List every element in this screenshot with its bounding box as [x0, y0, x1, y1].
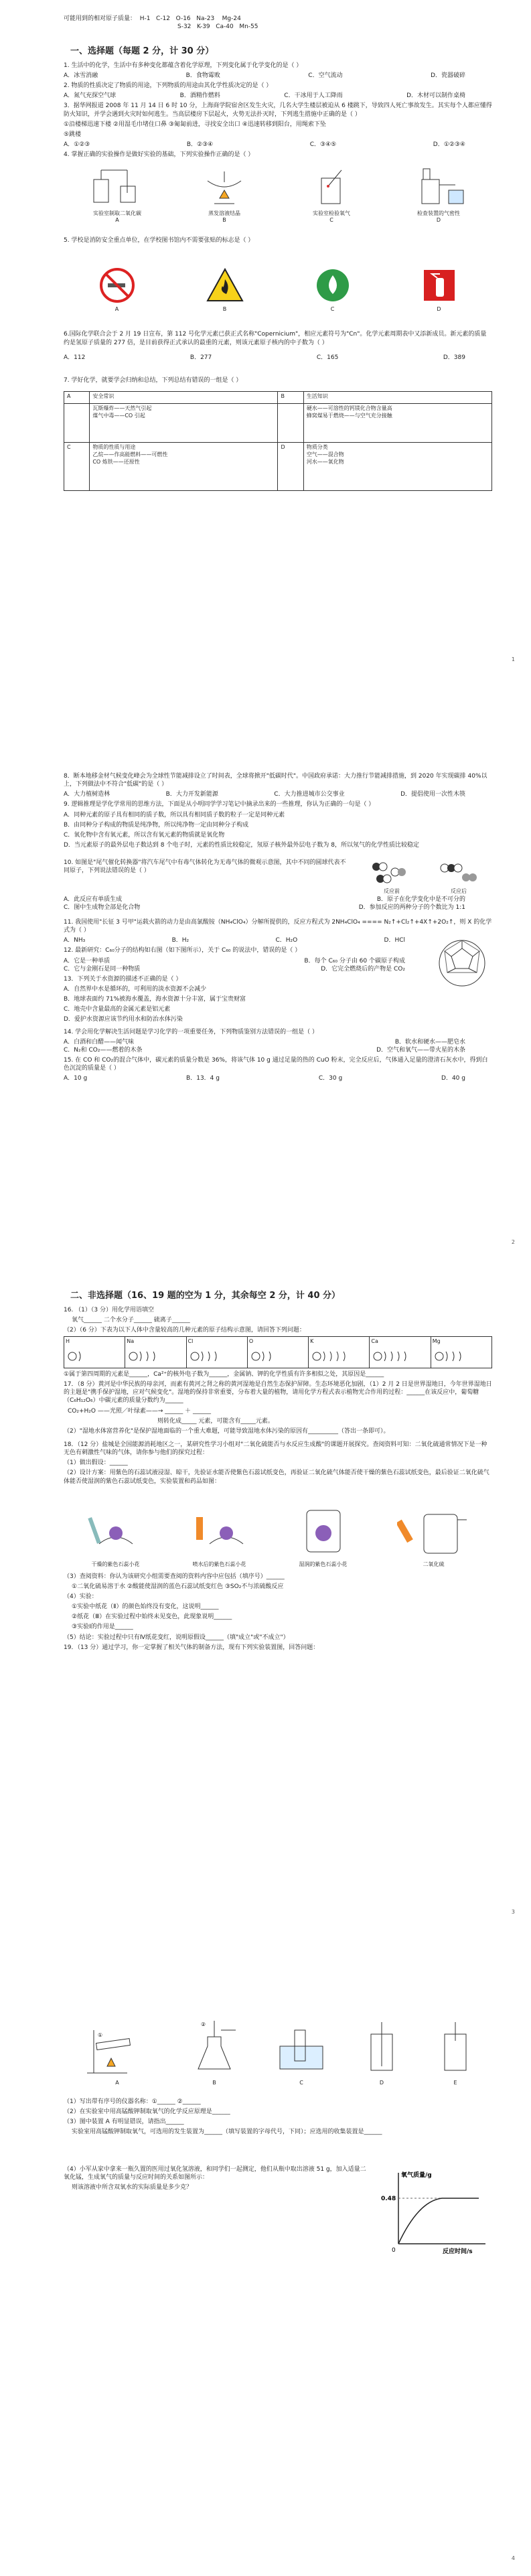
- water-trough-icon: [275, 2017, 328, 2077]
- figure-label: D: [436, 217, 441, 224]
- figure-label: B: [222, 305, 227, 312]
- figure-label: A: [115, 217, 119, 224]
- before-reaction: [368, 859, 415, 896]
- section2-title: 二、非选择题（16、19 题的空为 1 分，其余每空 2 分，计 40 分）: [70, 1291, 341, 1301]
- figure-label: D: [437, 305, 441, 312]
- question-7: 7. 学好化学，就要学会归纳和总结，下列总结有错误的一组是（ ）: [64, 376, 242, 384]
- figure-label: C: [329, 217, 333, 224]
- option: B．H₂: [171, 937, 189, 944]
- table-cell: [278, 403, 303, 442]
- page-number: 3: [511, 1909, 515, 1915]
- question-1: 1. 生活中的化学，生活中有多种变化都蕴含着化学原理，下列变化属于化学变化的是（ ）: [64, 62, 303, 69]
- oxygen-mass-curve: [378, 2163, 492, 2257]
- option: B．每个 C₆₀ 分子由 60 个碳原子构成: [304, 957, 405, 964]
- question-14-options-2: [64, 1046, 492, 1054]
- page-number: 4: [511, 2555, 515, 2561]
- question-17-part3: （2）"湿地水体富营养化"是保护湿地面临的一个重大难题，可能导致湿地水体污染的原因有__________（答出一条即可）。: [64, 1427, 390, 1435]
- question-4: 4. 掌握正确的实验操作是做好实验的基础，下列实验操作正确的是（ ）: [64, 151, 254, 159]
- question-19-part3b: 实验室用高锰酸钾制取氧气，可选用的发生装置为______（填写装置的字母代号，下同）；应选用的收集装置是______: [72, 2129, 382, 2136]
- option: A．①②③: [64, 141, 90, 148]
- figure-caption: 检查装置的气密性: [417, 210, 460, 216]
- gas-jar-icon: [301, 166, 362, 206]
- label-2-icon: ②: [201, 2021, 206, 2028]
- option: D．爱护水资源应该节约用水和防治水体污染: [64, 1016, 183, 1023]
- question-18-part2: （2）设计方案：用紫色的石蕊试液浸湿、晾干，先验证水能否使紫色石蕊试纸变色，再验证二氧化硫气体能否使干燥的紫色石蕊试纸变色，最后验证二氧化硫气体能否使湿润的紫色石蕊试纸变色，实验装置和药品如图：: [64, 1470, 489, 1485]
- origin-label: 0: [392, 2246, 396, 2254]
- table-cell: B: [278, 391, 303, 403]
- figure-caption: 实验室制取二氧化碳: [93, 210, 141, 216]
- flammable-sign: [206, 267, 244, 313]
- question-19-part4: （4）小军从家中拿来一瓶久置的医用过氧化氢溶液，和同学们一起测定，他们从瓶中取出溶液 51 g，加入适量二氧化锰，生成氧气的质量与反应时间的关系如图所示：: [64, 2165, 366, 2181]
- question-12-options-1: [64, 957, 432, 965]
- figure-caption: 二氧化硫: [423, 1561, 445, 1567]
- x-axis-label: 反应时间/s: [443, 2248, 473, 2255]
- figure-label: C: [299, 2080, 303, 2086]
- element-cell: [64, 1336, 125, 1368]
- table-cell: 安全常识: [90, 391, 278, 403]
- spray-flower-icon: [189, 1504, 250, 1557]
- question-17-part2: 则转化成_____ 元素，可能含有_____元素。: [157, 1417, 274, 1425]
- question-18-part4c: ③实验Ⅰ的作用是______: [72, 1624, 133, 1631]
- question-18-part3a: ①二氧化硫易溶于水 ②酸能使湿润的蓝色石蕊试纸变红色 ③SO₂不与浓硫酸反应: [72, 1583, 284, 1590]
- table-cell: D: [278, 442, 303, 490]
- apparatus-icon: [87, 166, 147, 206]
- apparatus-b: [187, 2017, 241, 2087]
- table-cell: 瓦斯爆炸——天然气引起 煤气中毒——CO 引起: [90, 403, 278, 442]
- element-symbol: Ca: [371, 1338, 378, 1344]
- option: C．氧化物中含有氧元素，所以含有氧元素的物质就是氧化物: [64, 831, 225, 839]
- question-5: 5. 学校是消防安全重点单位，在学校图书馆内不需要张贴的标志是（ ）: [64, 237, 254, 244]
- option: C．③④⑤: [309, 141, 337, 148]
- option: C．地壳中含量最高的金属元素是铝元素: [64, 1006, 171, 1013]
- option: C．H₂O: [275, 937, 298, 944]
- option: A．大力植树造林: [64, 791, 110, 798]
- question-4-figures: [64, 163, 492, 224]
- question-18-part3: （3）查阅资料：你认为该研究小组需要查阅的资料内容中应包括（填序号）______: [64, 1573, 285, 1580]
- table-cell: 硬水——可溶性的钙镁化合物含量高 蜂窝煤易于燃烧——与空气充分接触: [303, 403, 491, 442]
- question-19: 19．（13 分）通过学习，你一定掌握了相关气体的制备方法，现有下列实验装置图，回答问题：: [64, 1644, 319, 1651]
- apparatus-c: [275, 2017, 328, 2087]
- question-19-apparatus: [64, 2007, 492, 2087]
- element-cell: [186, 1336, 247, 1368]
- option: B．由同种分子构成的物质是纯净物，所以纯净物一定由同种分子构成: [64, 821, 249, 829]
- atomic-masses-line2: S-32 K-39 Ca-40 Mn-55: [177, 23, 258, 31]
- question-3-sub1: ①沿楼梯迅速下楼 ②用湿毛巾堵住口鼻 ③匍匐前进，寻找安全出口 ④迅速转移到阳台，用绳索下坠: [64, 121, 326, 128]
- option: C．它与金刚石是同一种物质: [64, 965, 141, 973]
- atom-structure-icon: [249, 1350, 283, 1363]
- question-12: 12. 最新研究：C₆₀分子的结构如右图（如下图所示），关于 C₆₀ 的说法中，错误的是（ ）: [64, 947, 301, 954]
- experiment-1: [86, 1504, 146, 1569]
- fire-extinguisher-icon: [421, 267, 457, 303]
- atom-structure-icon: [66, 1350, 92, 1363]
- question-15: 15. 在 CO 和 CO₂的混合气体中，碳元素的质量分数是 36%，将该气体 10 g 通过足量的热的 CuO 粉末，完全反应后，气体通入足量的澄清石灰水中，得到白色沉淀的质量是（ ）: [64, 1056, 488, 1072]
- question-5-signs: [64, 248, 492, 313]
- option: B．大力开发新能源: [165, 791, 218, 798]
- y-tick-label: 0.48: [381, 2195, 396, 2202]
- figure-caption: 蒸发溶液结晶: [208, 210, 240, 216]
- question-10-options-2: [64, 904, 492, 912]
- lab-figure-d: [408, 166, 469, 224]
- option: D．389: [443, 354, 465, 361]
- water-saving-icon: [315, 267, 351, 303]
- fire-extinguisher-sign: [421, 267, 457, 313]
- evaporating-dish-icon: [194, 166, 254, 206]
- question-6: 6.国际化学联合会于 2 月 19 日宣布，第 112 号化学元素已获正式名称"Copernicium"，相应元素符号为"Cn"。化学元素周期表中又添新成员。新元素的质量约是氢原子质量的 277 倍，是目前获得正式承认的最重的元素，则该元素原子核内的中子数为（ ）: [64, 331, 487, 346]
- page-4: [64, 2003, 492, 2260]
- lab-figure-c: [301, 166, 362, 224]
- option: B．277: [189, 354, 212, 361]
- option: B．酒精作燃料: [179, 92, 220, 100]
- experiment-3: [293, 1504, 354, 1569]
- element-symbol: Na: [127, 1338, 135, 1344]
- question-10: 10. 如图是"尾气催化转换器"将汽车尾气中有毒气体转化为无毒气体的微观示意图，其中不同的圆球代表不同原子，下列说法错误的是（ ）: [64, 859, 346, 875]
- option: A．自然界中水是循环的，可利用的淡水资源不会减少: [64, 985, 207, 993]
- option: A．10 g: [64, 1075, 88, 1082]
- heating-apparatus-icon: [80, 2017, 154, 2077]
- question-17: 17．（8 分）黄河是中华民族的母亲河，而素有黄河之肾之称的黄河湿地是自然生态保护屏障。生态环境恶化加剧，（1）2 月 2 日是世界湿地日，今年世界湿地日的主题是"携手保护湿地，应对气候变化"。湿地的保持非常重要，分布着大量的植物，请用化学方程式表示植物光合作用的过程：______在该反应中，葡萄糖（C₆H₁₂O₆）中碳元素的质量分数约为______: [64, 1381, 492, 1405]
- question-16-part3: ①属于第四周期的元素是______，Ca²⁺的核外电子数为______，金属钠、钾的化学性质有许多相似之处，其原因是______: [64, 1370, 384, 1378]
- question-1-options: [64, 72, 492, 80]
- figure-label: A: [115, 2080, 119, 2086]
- option: D．参加反应的两种分子的个数比为 1:1: [358, 904, 465, 911]
- table-cell: [64, 403, 90, 442]
- figure-caption: 干燥的紫色石蕊小花: [91, 1561, 140, 1567]
- element-cell: [309, 1336, 370, 1368]
- option: B．原子在化学变化中是不可分的: [376, 896, 465, 903]
- option: C．图中生成物全部是化合物: [64, 904, 141, 911]
- question-16-line: 氧气______ 二个水分子______ 硫离子______: [72, 1316, 190, 1323]
- molecule-diagram: [358, 859, 492, 896]
- molecules-icon: [435, 859, 482, 885]
- gas-bottle-icon: [293, 1504, 354, 1557]
- question-19-part4b: 则该溶液中所含双氧水的实际质量是多少克？: [72, 2184, 193, 2191]
- element-symbol: Cl: [187, 1338, 194, 1344]
- table-cell: 物质分类 空气——混合物 河水——氧化物: [303, 442, 491, 490]
- figure-caption: 反应前: [384, 887, 400, 894]
- option: D．木材可以制作桌椅: [406, 92, 465, 100]
- molecules-icon: [368, 859, 415, 885]
- page-number: 2: [511, 1239, 515, 1245]
- apparatus-a: [80, 2017, 154, 2087]
- option: D．HCl: [384, 937, 405, 944]
- option: A．同种元素的原子具有相同的质子数，所以具有相同质子数的粒子一定是同种元素: [64, 811, 285, 818]
- question-11: 11. 我国使用"长征 3 号甲"运载火箭的动力是由高氯酸铵（NH₄ClO₄）分解所提供的，反应方程式为 2NH₄ClO₄ ==== N₂↑+Cl₂↑+4X↑+2O₂↑，则 X 的化学式为（ ）: [64, 919, 492, 934]
- question-18-part4: （4）实验：: [64, 1593, 98, 1600]
- question-8: 8．断本地移金材气候变化峰会为全球性节能减排设立了时间表，全球将掀开"低碳时代"。中国政府承诺：大力推行节能减排措施，到 2020 年实现碳排 40%以上，下列做法中不符合"低碳"的是（ ）: [64, 773, 487, 788]
- question-19-part4-block: [64, 2163, 492, 2260]
- atom-structure-icon: [371, 1350, 418, 1363]
- oxygen-mass-graph: [378, 2163, 492, 2260]
- question-16: 16. （1）（3 分）用化学用语填空: [64, 1306, 154, 1313]
- option: C．N₂和 CO₂——燃着的木条: [64, 1046, 143, 1054]
- lab-figure-b: [194, 166, 254, 224]
- option: B．②③④: [186, 141, 214, 148]
- question-14-options-1: [64, 1038, 492, 1046]
- option: C．空气流动: [308, 72, 343, 79]
- y-axis-label: 氧气质量/g: [401, 2171, 432, 2179]
- question-3-sub2: ⑤跳楼: [64, 131, 82, 138]
- figure-caption: 湿润的紫色石蕊小花: [299, 1561, 348, 1567]
- figure-label: E: [453, 2080, 457, 2086]
- element-cell: [370, 1336, 431, 1368]
- question-18-part4a: ①实验中纸花（Ⅱ）的颜色始终没有变化，这说明______: [72, 1603, 219, 1611]
- question-18: 18．（12 分）盐城是全国能源消耗地区之一，某研究性学习小组对"二氧化硫能否与水反应生成酸"的课题开展探究。查阅资料可知：二氧化硫通常情况下是一种无色有刺激性气味的气体，请你参与他们的探究过程：: [64, 1441, 487, 1457]
- element-table: [64, 1336, 492, 1368]
- experiment-2: [189, 1504, 250, 1569]
- flask-apparatus-icon: [187, 2017, 241, 2077]
- question-10-block: [64, 859, 492, 896]
- option: C．30 g: [318, 1075, 343, 1082]
- question-19-part2: （2）在实验室中用高锰酸钾制取氧气的化学反应原理是______: [64, 2108, 230, 2116]
- page-2: [64, 770, 492, 1082]
- option: A．112: [64, 354, 86, 361]
- after-reaction: [435, 859, 482, 896]
- no-smoking-sign: [99, 267, 135, 313]
- option: D．它完全燃烧后的产物是 CO₂: [321, 965, 405, 973]
- page-1: [64, 15, 492, 491]
- question-15-options: [64, 1074, 492, 1082]
- option: D．空气和氧气——带火星的木条: [376, 1046, 465, 1054]
- question-3: 3．据华网报道 2008 年 11 月 14 日 6 时 10 分，上海商学院宿舍区发生火灾，几名大学生楼层被迫从 6 楼跳下，导致四人死亡事故发生。其实每个人都应懂得防火知识，并学会遇到火灾时如何逃生。当高层楼房下层起火，火势无法扑灭时，下列逃生措施中正确的是（ ）: [64, 102, 492, 118]
- flask-icon: [408, 166, 469, 206]
- atomic-masses-line1: 可能用到的相对原子质量： H-1 C-12 O-16 Na-23 Mg-24: [64, 15, 241, 22]
- element-cell: [247, 1336, 308, 1368]
- option: C．大力推进城市公交事业: [274, 791, 345, 798]
- section1-title: 一、选择题（每题 2 分，计 30 分）: [70, 46, 214, 57]
- section-2: [64, 1286, 492, 1654]
- figure-caption: 反应后: [451, 887, 467, 894]
- option: D．40 g: [441, 1075, 465, 1082]
- option: C．165: [316, 354, 339, 361]
- question-11-options: [64, 936, 432, 944]
- figure-label: A: [115, 305, 119, 312]
- figure-caption: 喷水后的紫色石蕊小花: [192, 1561, 246, 1567]
- label-1-icon: ①: [98, 2032, 103, 2039]
- atom-structure-icon: [310, 1350, 357, 1363]
- atom-structure-icon: [127, 1350, 167, 1363]
- question-18-part5: （5）结论：实验过程中只有Ⅳ纸花变红，说明原假设______（填"成立"或"不成立"）: [64, 1634, 289, 1641]
- downward-collection-icon: [435, 2017, 475, 2077]
- questions-11-13-block: [64, 936, 492, 1025]
- question-9: 9. 逻辑推理是学化学常用的思维方法，下面是从小明同学学习笔记中摘录出来的一些推理，你认为正确的一句是（ ）: [64, 801, 375, 808]
- question-2: 2. 物质的性质决定了物质的用途，下列物质的用途由其化学性质决定的是（ ）: [64, 82, 273, 90]
- option: D．①②③④: [433, 141, 465, 148]
- question-12-options-2: [64, 965, 432, 973]
- figure-label: D: [379, 2080, 384, 2086]
- figure-label: B: [222, 217, 226, 224]
- option: A．冰雪消融: [64, 72, 98, 79]
- element-cell: [431, 1336, 491, 1368]
- c60-figure: [432, 936, 492, 1025]
- figure-label: C: [330, 305, 335, 312]
- question-18-part1: （1）做出假设：______: [64, 1459, 128, 1467]
- question-18-part4b: ②纸花（Ⅲ）在实验过程中始终未见变色，此现象说明______: [72, 1614, 232, 1621]
- figure-caption: 实验室检验氧气: [313, 210, 350, 216]
- atom-structure-icon: [188, 1350, 228, 1363]
- option: A．它是一种单质: [64, 957, 110, 964]
- table-cell: C: [64, 442, 90, 490]
- option: D．提倡使用一次性木筷: [400, 791, 465, 798]
- flammable-warning-icon: [206, 267, 244, 303]
- option: B．软水和硬水——肥皂水: [394, 1038, 465, 1046]
- question-19-part1: （1）写出带有序号的仪器名称：①______ ②______: [64, 2098, 201, 2105]
- option: A．氮气充探空气球: [64, 92, 117, 100]
- figure-label: B: [212, 2080, 216, 2086]
- question-8-options: [64, 790, 492, 798]
- option: D．瓷器破碎: [431, 72, 465, 79]
- question-16-part2: （2）（6 分）下表为以下人体中含量较高的几种元素的原子结构示意图，请回答下列问题：: [64, 1326, 305, 1334]
- so2-apparatus-icon: [397, 1504, 471, 1557]
- option: C．干冰用于人工降雨: [284, 92, 343, 100]
- flower-dish-icon: [86, 1504, 146, 1557]
- experiment-4: [397, 1504, 471, 1569]
- element-symbol: K: [310, 1338, 314, 1344]
- question-6-options: [64, 354, 492, 362]
- question-17-formula: CO₂+H₂O ——光照／叶绿素——→ ______ ＋ ______: [68, 1407, 211, 1415]
- question-13: 13．下列关于水资源的描述不正确的是（ ）: [64, 975, 182, 983]
- option: B．13．4 g: [186, 1075, 220, 1082]
- lab-figure-a: [87, 166, 147, 224]
- question-14: 14. 学会用化学解决生活问题是学习化学的一项重要任务，下列物质鉴别方法错误的一组是（ ）: [64, 1028, 319, 1035]
- element-cell: [125, 1336, 186, 1368]
- option: B．地球表面约 71%被海水覆盖，海水资源十分丰富，属于宝贵财富: [64, 996, 246, 1003]
- option: B．食物霉败: [185, 72, 220, 79]
- element-symbol: Mg: [432, 1338, 441, 1344]
- table-cell: 生活知识: [303, 391, 491, 403]
- page-number: 1: [511, 656, 515, 662]
- question-18-figures: [64, 1490, 492, 1569]
- question-10-options-1: [64, 896, 492, 904]
- apparatus-d: [362, 2017, 402, 2087]
- question-2-options: [64, 92, 492, 100]
- no-smoking-icon: [99, 267, 135, 303]
- option: A．白酒和白醋——闻气味: [64, 1038, 135, 1046]
- option: D．当元素原子的最外层电子数达到 8 个电子时，元素的性质比较稳定，氖原子核外最外层电子数为 8，所以氖气的化学性质比较稳定: [64, 841, 419, 849]
- c60-molecule-icon: [435, 936, 489, 990]
- water-saving-sign: [315, 267, 351, 313]
- element-symbol: O: [248, 1338, 254, 1344]
- atom-structure-icon: [433, 1350, 473, 1363]
- question-19-part3: （3）图中装置 A 有明显错误，请指出______: [64, 2119, 184, 2126]
- table-cell: A: [64, 391, 90, 403]
- upward-collection-icon: [362, 2017, 402, 2077]
- table-cell: 物质的性质与用途 乙烷——作高能燃料——可燃性 CO 炼铁——还原性: [90, 442, 278, 490]
- apparatus-e: [435, 2017, 475, 2087]
- option: A．此反应有单质生成: [64, 896, 123, 903]
- question-3-options: [64, 141, 492, 149]
- option: A．NH₃: [64, 937, 86, 944]
- question-7-table: [64, 391, 492, 491]
- element-symbol: H: [66, 1338, 70, 1344]
